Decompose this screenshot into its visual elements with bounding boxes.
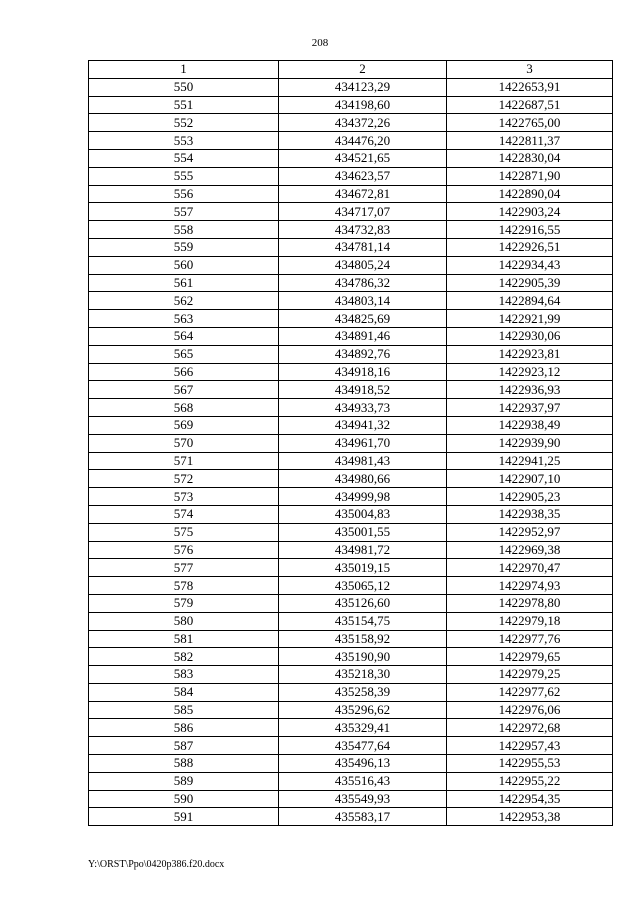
cell-x-coordinate: 434717,07	[279, 203, 447, 221]
cell-x-coordinate: 434623,57	[279, 167, 447, 185]
table-row	[89, 238, 613, 256]
cell-y-coordinate: 1422938,49	[447, 416, 613, 434]
cell-x-coordinate: 434825,69	[279, 310, 447, 328]
table-row	[89, 221, 613, 239]
cell-point-number: 561	[89, 274, 279, 292]
cell-y-coordinate: 1422979,18	[447, 612, 613, 630]
column-header-x: 2	[279, 61, 447, 79]
cell-y-coordinate: 1422687,51	[447, 96, 613, 114]
cell-y-coordinate: 1422765,00	[447, 114, 613, 132]
cell-x-coordinate: 434786,32	[279, 274, 447, 292]
table-row	[89, 203, 613, 221]
table-row	[89, 612, 613, 630]
cell-point-number: 562	[89, 292, 279, 310]
cell-y-coordinate: 1422934,43	[447, 256, 613, 274]
cell-y-coordinate: 1422972,68	[447, 719, 613, 737]
cell-point-number: 555	[89, 167, 279, 185]
footer-file-path: Y:\ORST\Ppo\0420p386.f20.docx	[88, 859, 225, 870]
cell-point-number: 587	[89, 737, 279, 755]
cell-point-number: 551	[89, 96, 279, 114]
cell-y-coordinate: 1422978,80	[447, 594, 613, 612]
cell-point-number: 557	[89, 203, 279, 221]
table-row	[89, 772, 613, 790]
cell-point-number: 565	[89, 345, 279, 363]
table-row	[89, 790, 613, 808]
cell-x-coordinate: 435001,55	[279, 523, 447, 541]
table-row	[89, 399, 613, 417]
cell-y-coordinate: 1422923,81	[447, 345, 613, 363]
cell-x-coordinate: 435583,17	[279, 808, 447, 826]
cell-y-coordinate: 1422957,43	[447, 737, 613, 755]
coordinates-table	[88, 60, 613, 826]
table-row	[89, 96, 613, 114]
cell-point-number: 574	[89, 505, 279, 523]
cell-y-coordinate: 1422938,35	[447, 505, 613, 523]
cell-x-coordinate: 434980,66	[279, 470, 447, 488]
table-row	[89, 381, 613, 399]
cell-x-coordinate: 434476,20	[279, 132, 447, 150]
table-row	[89, 523, 613, 541]
cell-point-number: 571	[89, 452, 279, 470]
cell-y-coordinate: 1422977,62	[447, 683, 613, 701]
cell-x-coordinate: 434672,81	[279, 185, 447, 203]
cell-point-number: 588	[89, 755, 279, 773]
cell-point-number: 577	[89, 559, 279, 577]
table-row	[89, 666, 613, 684]
cell-y-coordinate: 1422830,04	[447, 149, 613, 167]
cell-x-coordinate: 435154,75	[279, 612, 447, 630]
cell-y-coordinate: 1422905,39	[447, 274, 613, 292]
table-row	[89, 648, 613, 666]
table-row	[89, 701, 613, 719]
table-row	[89, 719, 613, 737]
table-row	[89, 577, 613, 595]
cell-y-coordinate: 1422890,04	[447, 185, 613, 203]
table-row	[89, 452, 613, 470]
cell-x-coordinate: 435516,43	[279, 772, 447, 790]
cell-y-coordinate: 1422926,51	[447, 238, 613, 256]
table-row	[89, 505, 613, 523]
cell-x-coordinate: 434961,70	[279, 434, 447, 452]
cell-point-number: 585	[89, 701, 279, 719]
table-row	[89, 416, 613, 434]
cell-x-coordinate: 435296,62	[279, 701, 447, 719]
cell-y-coordinate: 1422974,93	[447, 577, 613, 595]
cell-y-coordinate: 1422923,12	[447, 363, 613, 381]
cell-x-coordinate: 435329,41	[279, 719, 447, 737]
cell-x-coordinate: 434981,72	[279, 541, 447, 559]
cell-x-coordinate: 434123,29	[279, 78, 447, 96]
cell-x-coordinate: 434918,16	[279, 363, 447, 381]
cell-y-coordinate: 1422811,37	[447, 132, 613, 150]
table-row	[89, 630, 613, 648]
cell-point-number: 575	[89, 523, 279, 541]
cell-point-number: 582	[89, 648, 279, 666]
cell-point-number: 563	[89, 310, 279, 328]
cell-point-number: 591	[89, 808, 279, 826]
cell-point-number: 558	[89, 221, 279, 239]
cell-x-coordinate: 435477,64	[279, 737, 447, 755]
cell-x-coordinate: 434981,43	[279, 452, 447, 470]
table-row	[89, 292, 613, 310]
cell-x-coordinate: 435496,13	[279, 755, 447, 773]
cell-x-coordinate: 434803,14	[279, 292, 447, 310]
cell-point-number: 564	[89, 327, 279, 345]
cell-point-number: 568	[89, 399, 279, 417]
cell-x-coordinate: 435065,12	[279, 577, 447, 595]
cell-x-coordinate: 435190,90	[279, 648, 447, 666]
cell-x-coordinate: 435004,83	[279, 505, 447, 523]
table-row	[89, 78, 613, 96]
table-row	[89, 256, 613, 274]
cell-point-number: 570	[89, 434, 279, 452]
table-row	[89, 132, 613, 150]
cell-point-number: 579	[89, 594, 279, 612]
cell-y-coordinate: 1422979,25	[447, 666, 613, 684]
cell-x-coordinate: 435158,92	[279, 630, 447, 648]
cell-x-coordinate: 434941,32	[279, 416, 447, 434]
cell-x-coordinate: 434372,26	[279, 114, 447, 132]
cell-point-number: 553	[89, 132, 279, 150]
cell-point-number: 572	[89, 470, 279, 488]
cell-y-coordinate: 1422907,10	[447, 470, 613, 488]
cell-point-number: 550	[89, 78, 279, 96]
cell-x-coordinate: 434198,60	[279, 96, 447, 114]
cell-y-coordinate: 1422937,97	[447, 399, 613, 417]
cell-point-number: 583	[89, 666, 279, 684]
cell-point-number: 554	[89, 149, 279, 167]
cell-y-coordinate: 1422905,23	[447, 488, 613, 506]
table-header	[89, 61, 613, 79]
cell-point-number: 586	[89, 719, 279, 737]
cell-y-coordinate: 1422871,90	[447, 167, 613, 185]
table-row	[89, 114, 613, 132]
cell-point-number: 559	[89, 238, 279, 256]
cell-x-coordinate: 434781,14	[279, 238, 447, 256]
cell-point-number: 560	[89, 256, 279, 274]
column-header-point: 1	[89, 61, 279, 79]
cell-y-coordinate: 1422936,93	[447, 381, 613, 399]
cell-y-coordinate: 1422916,55	[447, 221, 613, 239]
cell-y-coordinate: 1422953,38	[447, 808, 613, 826]
cell-point-number: 566	[89, 363, 279, 381]
cell-x-coordinate: 434521,65	[279, 149, 447, 167]
cell-x-coordinate: 434891,46	[279, 327, 447, 345]
cell-y-coordinate: 1422954,35	[447, 790, 613, 808]
cell-x-coordinate: 435258,39	[279, 683, 447, 701]
table-row	[89, 470, 613, 488]
cell-point-number: 590	[89, 790, 279, 808]
table-row	[89, 185, 613, 203]
table-row	[89, 345, 613, 363]
cell-point-number: 576	[89, 541, 279, 559]
cell-point-number: 573	[89, 488, 279, 506]
cell-point-number: 567	[89, 381, 279, 399]
table-row	[89, 683, 613, 701]
table-row	[89, 327, 613, 345]
cell-y-coordinate: 1422976,06	[447, 701, 613, 719]
cell-y-coordinate: 1422653,91	[447, 78, 613, 96]
cell-x-coordinate: 435126,60	[279, 594, 447, 612]
cell-x-coordinate: 434918,52	[279, 381, 447, 399]
cell-point-number: 552	[89, 114, 279, 132]
cell-x-coordinate: 435218,30	[279, 666, 447, 684]
cell-y-coordinate: 1422955,22	[447, 772, 613, 790]
table-row	[89, 149, 613, 167]
cell-x-coordinate: 434732,83	[279, 221, 447, 239]
cell-y-coordinate: 1422903,24	[447, 203, 613, 221]
cell-point-number: 589	[89, 772, 279, 790]
cell-y-coordinate: 1422939,90	[447, 434, 613, 452]
table-row	[89, 541, 613, 559]
table-row	[89, 559, 613, 577]
cell-x-coordinate: 435549,93	[279, 790, 447, 808]
cell-y-coordinate: 1422921,99	[447, 310, 613, 328]
cell-point-number: 556	[89, 185, 279, 203]
column-header-y: 3	[447, 61, 613, 79]
cell-y-coordinate: 1422941,25	[447, 452, 613, 470]
cell-y-coordinate: 1422894,64	[447, 292, 613, 310]
table-row	[89, 594, 613, 612]
cell-point-number: 578	[89, 577, 279, 595]
cell-point-number: 580	[89, 612, 279, 630]
cell-point-number: 581	[89, 630, 279, 648]
table-row	[89, 808, 613, 826]
table-row	[89, 310, 613, 328]
table-row	[89, 737, 613, 755]
table-row	[89, 434, 613, 452]
cell-x-coordinate: 434805,24	[279, 256, 447, 274]
cell-y-coordinate: 1422955,53	[447, 755, 613, 773]
cell-x-coordinate: 434892,76	[279, 345, 447, 363]
cell-y-coordinate: 1422930,06	[447, 327, 613, 345]
table-row	[89, 488, 613, 506]
cell-y-coordinate: 1422977,76	[447, 630, 613, 648]
table-row	[89, 755, 613, 773]
cell-point-number: 569	[89, 416, 279, 434]
cell-y-coordinate: 1422952,97	[447, 523, 613, 541]
cell-y-coordinate: 1422979,65	[447, 648, 613, 666]
page-number: 208	[311, 37, 329, 49]
table-body	[89, 78, 613, 825]
table-row	[89, 167, 613, 185]
cell-y-coordinate: 1422969,38	[447, 541, 613, 559]
cell-point-number: 584	[89, 683, 279, 701]
cell-x-coordinate: 434999,98	[279, 488, 447, 506]
table-row	[89, 274, 613, 292]
cell-x-coordinate: 435019,15	[279, 559, 447, 577]
table-row	[89, 363, 613, 381]
cell-x-coordinate: 434933,73	[279, 399, 447, 417]
table-header-row	[89, 61, 613, 79]
cell-y-coordinate: 1422970,47	[447, 559, 613, 577]
